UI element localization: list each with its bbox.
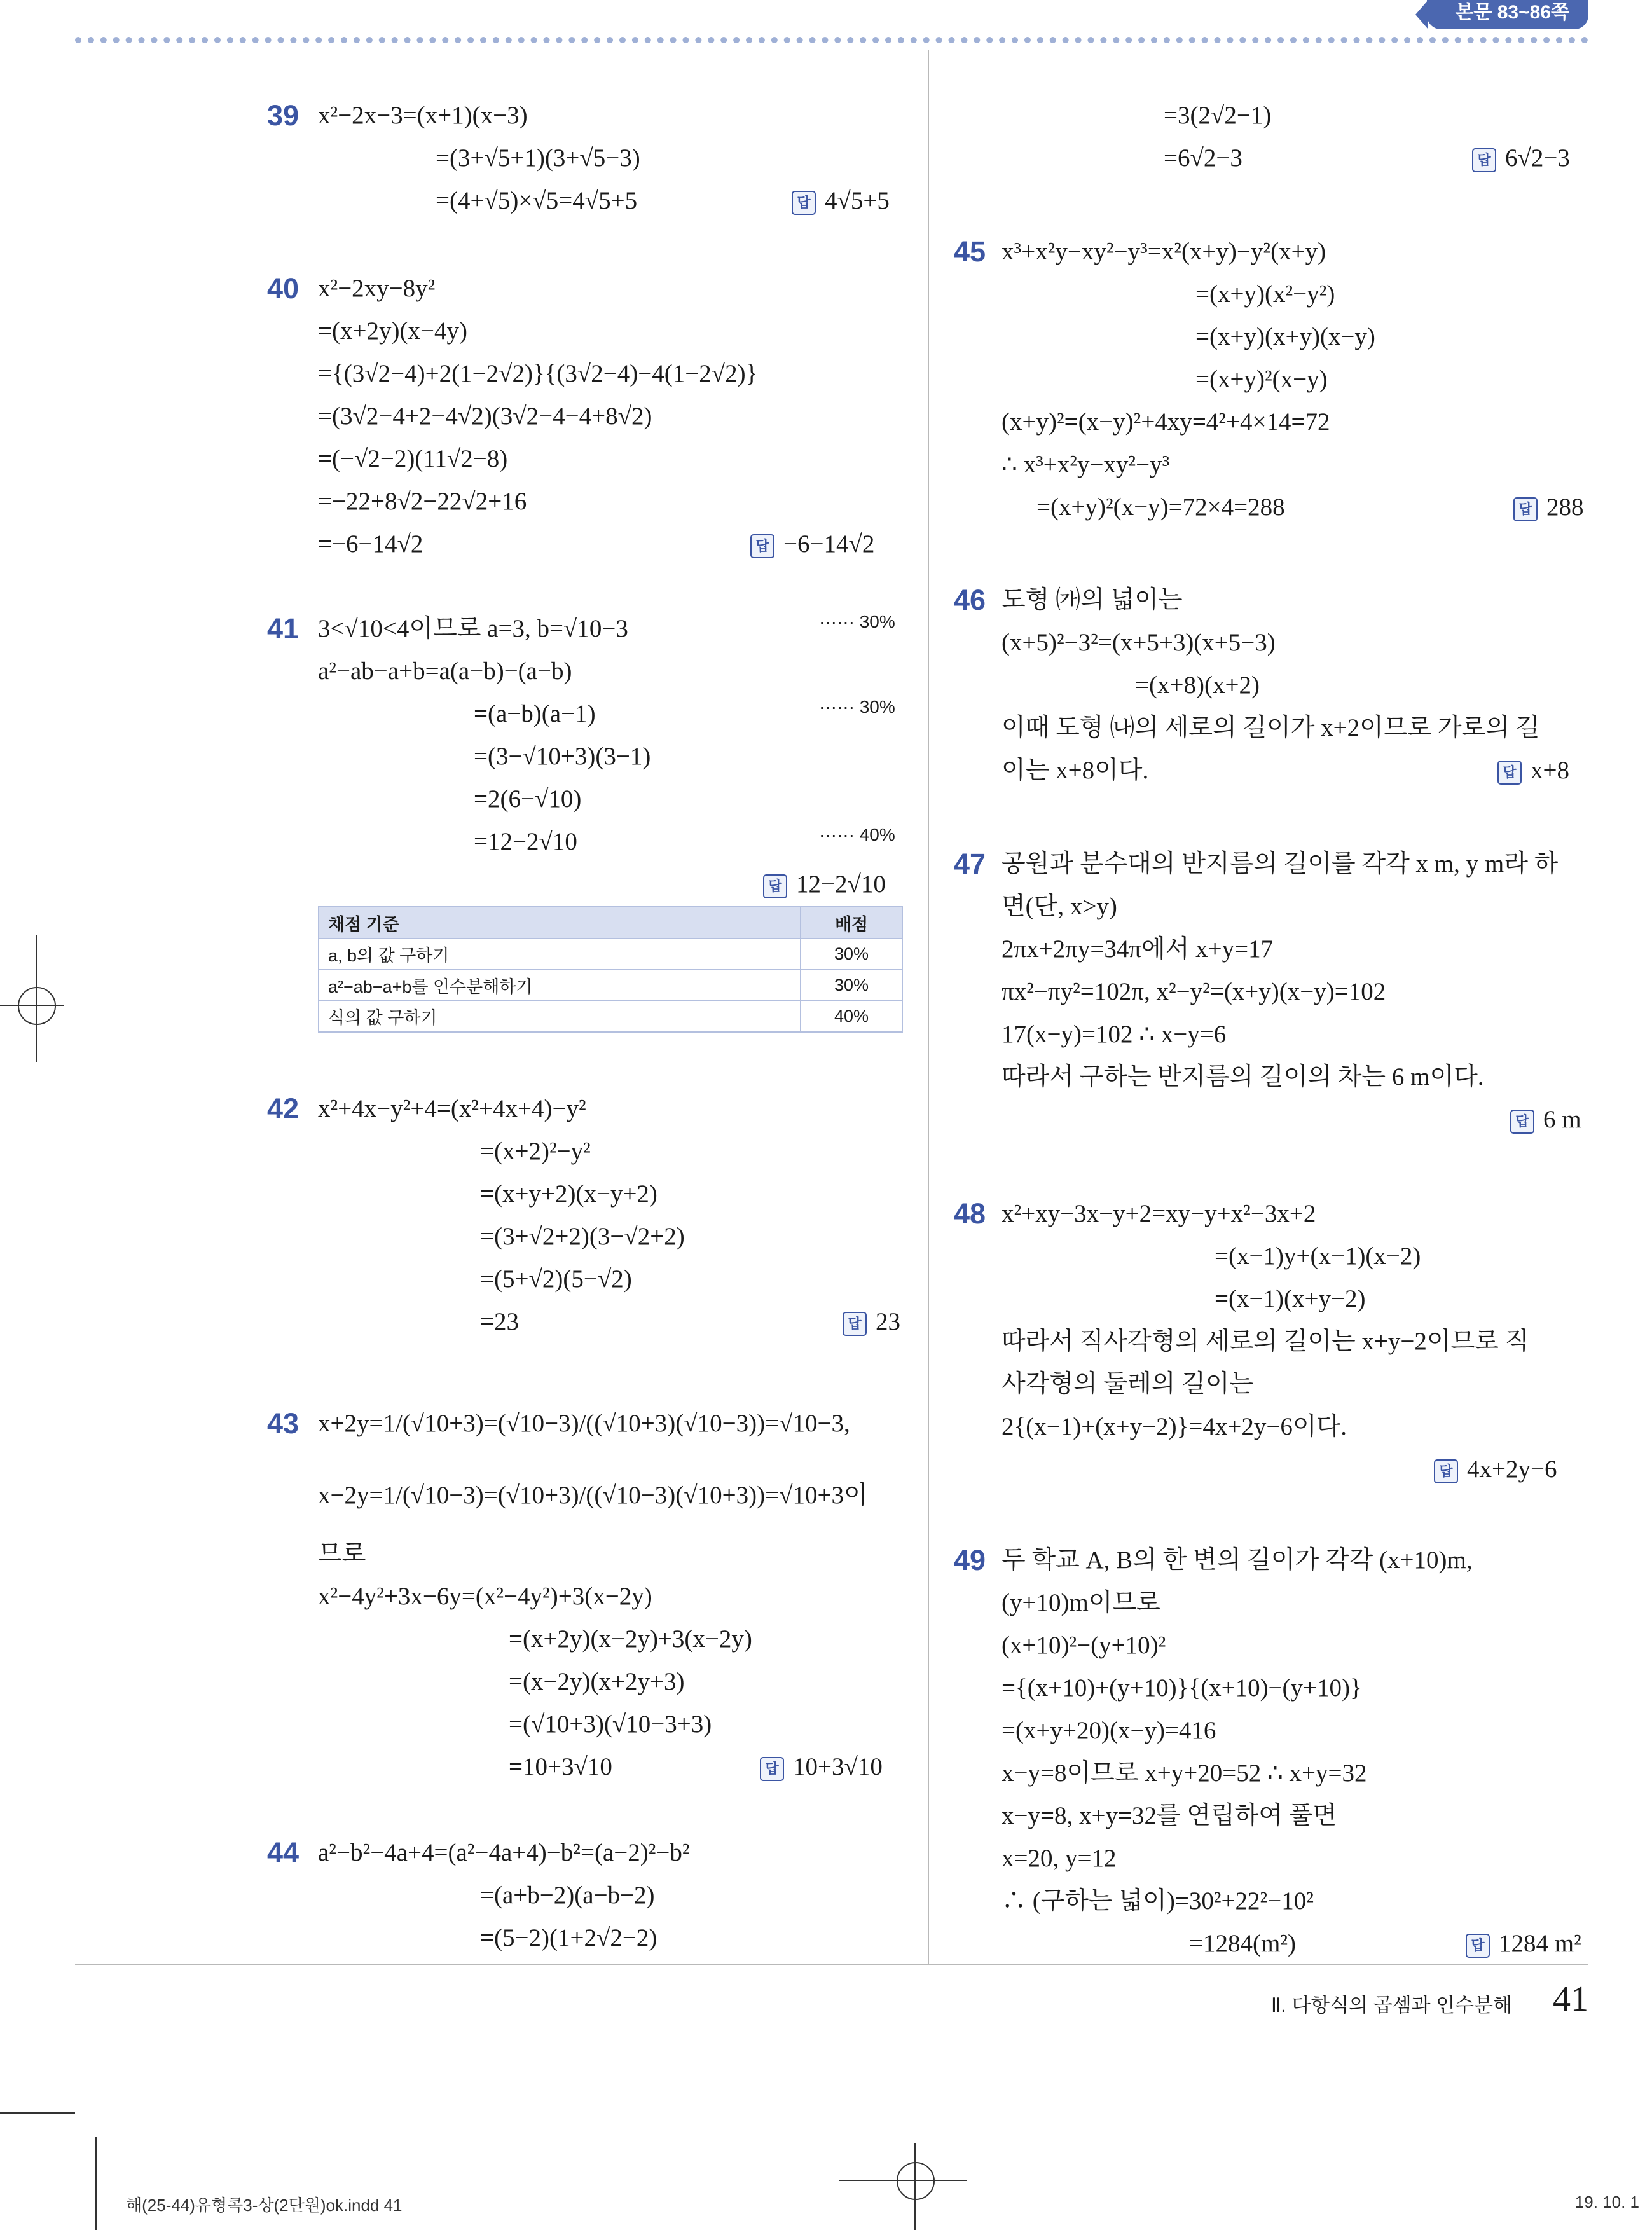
answer-mark-icon: 답 — [1466, 1934, 1490, 1958]
problem-number: 41 — [267, 612, 299, 645]
answer — [760, 1745, 883, 1788]
solution-line: =(−√2−2)(11√2−8) — [318, 445, 508, 472]
problem-number: 47 — [954, 848, 986, 880]
answer-value: 4x+2y−6 — [1467, 1456, 1557, 1483]
solution-line: 공원과 분수대의 반지름의 길이를 각각 x m, y m라 하 — [1002, 850, 1559, 878]
problem-number: 39 — [267, 99, 299, 132]
solution-line: =(a+b−2)(a−b−2) — [480, 1882, 655, 1909]
answer — [763, 863, 886, 905]
solution-line: =10+3√10 — [509, 1753, 612, 1780]
grading-criterion: a²−ab−a+b를 인수분해하기 — [319, 970, 801, 1001]
answer-value: x+8 — [1531, 757, 1569, 784]
grading-header-row — [319, 907, 902, 939]
solution-line: =(x+y)(x²−y²) — [1195, 280, 1335, 308]
page-range-label: 본문 83~86쪽 — [1455, 2, 1569, 23]
answer — [1497, 749, 1569, 792]
solution-line: 므로 — [318, 1540, 366, 1567]
solution-line: x³+x²y−xy²−y³=x²(x+y)−y²(x+y) — [1002, 238, 1326, 265]
problem-number: 45 — [954, 235, 986, 268]
solution-line: =(5−2)(1+2√2−2) — [480, 1924, 657, 1951]
solution-line: =23 — [480, 1308, 519, 1335]
answer-mark-icon: 답 — [792, 191, 816, 215]
solution-line: =−22+8√2−22√2+16 — [318, 488, 527, 515]
table-row — [319, 970, 902, 1001]
page-number: 41 — [1553, 1979, 1588, 2019]
answer-mark-icon: 답 — [1472, 148, 1496, 172]
grading-header-score: 배점 — [801, 907, 902, 939]
solution-line: x²−2xy−8y² — [318, 275, 436, 302]
solution-line: =(3√2−4+2−4√2)(3√2−4−4+8√2) — [318, 403, 652, 430]
solution-line: =(x−1)y+(x−1)(x−2) — [1215, 1242, 1421, 1270]
answer-mark-icon: 답 — [750, 534, 774, 558]
solution-line: 2πx+2πy=34π에서 x+y=17 — [1002, 935, 1274, 963]
solution-line: x²−4y²+3x−6y=(x²−4y²)+3(x−2y) — [318, 1583, 652, 1610]
solution-line: =(x+2y)(x−4y) — [318, 317, 467, 345]
solution-line: 3<√10<4이므로 a=3, b=√10−3 — [318, 615, 628, 642]
answer — [1434, 1448, 1557, 1490]
solution-line: =(3−√10+3)(3−1) — [474, 743, 651, 770]
grading-criterion: a, b의 값 구하기 — [319, 939, 801, 970]
solution-line: ={(x+10)+(y+10)}{(x+10)−(y+10)} — [1002, 1674, 1362, 1702]
solution-line: =(x+2)²−y² — [480, 1138, 591, 1165]
solution-line: 따라서 구하는 반지름의 길이의 차는 6 m이다. — [1002, 1063, 1484, 1091]
solution-line: x−y=8, x+y=32를 연립하여 풀면 — [1002, 1802, 1337, 1829]
answer-value: −6−14√2 — [783, 530, 875, 558]
solution-line: ∴ x³+x²y−xy²−y³ — [1002, 451, 1170, 478]
solution-line: =(x+8)(x+2) — [1135, 671, 1260, 699]
solution-line: =(√10+3)(√10−3+3) — [509, 1710, 712, 1738]
table-row — [319, 939, 902, 970]
table-row — [319, 1001, 902, 1032]
solution-line: ={(3√2−4)+2(1−2√2)}{(3√2−4)−4(1−2√2)} — [318, 360, 758, 387]
solution-line: x²+xy−3x−y+2=xy−y+x²−3x+2 — [1002, 1200, 1316, 1227]
solution-line: x²−2x−3=(x+1)(x−3) — [318, 102, 528, 129]
header-dotted-rule — [75, 37, 1588, 43]
solution-line: =1284(m²) — [1189, 1930, 1296, 1957]
solution-line: =−6−14√2 — [318, 530, 423, 558]
solution-line: =(x−1)(x+y−2) — [1215, 1285, 1366, 1312]
solution-line: 17(x−y)=102 ∴ x−y=6 — [1002, 1021, 1227, 1048]
solution-line: 두 학교 A, B의 한 변의 길이가 각각 (x+10)m, — [1002, 1546, 1473, 1574]
solution-line: x=20, y=12 — [1002, 1845, 1117, 1872]
solution-line: =(3+√2+2)(3−√2+2) — [480, 1223, 685, 1250]
grading-score: 40% — [801, 1001, 902, 1032]
solution-line: =(x+y+20)(x−y)=416 — [1002, 1717, 1216, 1744]
solution-line: (x+y)²=(x−y)²+4xy=4²+4×14=72 — [1002, 408, 1330, 436]
grading-header-criterion: 채점 기준 — [319, 907, 801, 939]
score-note: ······ 40% — [819, 825, 895, 844]
answer-mark-icon: 답 — [1513, 497, 1538, 521]
problem-number: 43 — [267, 1407, 299, 1440]
solution-line: (x+10)²−(y+10)² — [1002, 1632, 1166, 1659]
solution-line: =(5+√2)(5−√2) — [480, 1265, 632, 1293]
solution-line: 면(단, x>y) — [1002, 893, 1117, 920]
answer — [1472, 137, 1570, 179]
answer — [792, 179, 890, 222]
answer-value: 288 — [1546, 493, 1584, 521]
answer-value: 1284 m² — [1499, 1930, 1581, 1957]
solution-line: =(4+√5)×√5=4√5+5 — [436, 187, 638, 214]
column-divider — [928, 50, 929, 1964]
answer-mark-icon: 답 — [1497, 761, 1522, 785]
solution-line: =6√2−3 — [1164, 144, 1242, 172]
solution-line: 따라서 직사각형의 세로의 길이는 x+y−2이므로 직 — [1002, 1328, 1529, 1355]
solution-line: x−y=8이므로 x+y+20=52 ∴ x+y=32 — [1002, 1759, 1367, 1787]
solution-line: 도형 ㈎의 넓이는 — [1002, 586, 1183, 614]
grading-table — [318, 906, 903, 1033]
answer-value: 12−2√10 — [796, 871, 886, 898]
solution-line: (x+5)²−3²=(x+5+3)(x+5−3) — [1002, 629, 1276, 656]
solution-line: a²−ab−a+b=a(a−b)−(a−b) — [318, 657, 572, 685]
chapter-title: Ⅱ. 다항식의 곱셈과 인수분해 — [1270, 1994, 1512, 2016]
imprint-date: 19. 10. 1 — [1574, 2192, 1639, 2212]
solution-line: =2(6−√10) — [474, 785, 582, 813]
solution-line: =(x+y)²(x−y) — [1195, 366, 1328, 393]
solution-line: =(3+√5+1)(3+√5−3) — [436, 144, 640, 172]
solution-line: 사각형의 둘레의 길이는 — [1002, 1370, 1254, 1398]
problem-number: 48 — [954, 1197, 986, 1230]
solution-line: =(x+y+2)(x−y+2) — [480, 1180, 657, 1208]
solution-line: a²−b²−4a+4=(a²−4a+4)−b²=(a−2)²−b² — [318, 1839, 690, 1866]
answer-mark-icon: 답 — [843, 1312, 867, 1336]
problem-number: 44 — [267, 1836, 299, 1869]
problem-number: 42 — [267, 1092, 299, 1125]
solution-line: =(x+y)²(x−y)=72×4=288 — [1036, 493, 1285, 521]
score-note: ······ 30% — [819, 612, 895, 631]
solution-line: =(x+2y)(x−2y)+3(x−2y) — [509, 1625, 752, 1653]
solution-line: 이는 x+8이다. — [1002, 757, 1149, 784]
grading-score: 30% — [801, 970, 902, 1001]
trim-mark — [0, 2112, 75, 2114]
solution-line: x+2y=1/(√10+3)=(√10−3)/((√10+3)(√10−3))=√10−3, — [318, 1410, 850, 1437]
answer — [1466, 1922, 1581, 1965]
solution-line: 2{(x−1)+(x+y−2)}=4x+2y−6이다. — [1002, 1413, 1347, 1440]
footer-rule — [75, 1964, 1588, 1965]
imprint-file: 해(25-44)유형콕3-상(2단원)ok.indd 41 — [126, 2196, 403, 2215]
answer — [843, 1300, 900, 1343]
answer-value: 6 m — [1543, 1106, 1581, 1133]
solution-line: =(x+y)(x+y)(x−y) — [1195, 323, 1375, 350]
problem-number: 40 — [267, 272, 299, 305]
problem-number: 46 — [954, 584, 986, 616]
answer-value: 6√2−3 — [1505, 144, 1570, 172]
answer — [750, 523, 874, 565]
solution-line: 이때 도형 ㈏의 세로의 길이가 x+2이므로 가로의 길 — [1002, 714, 1540, 741]
solution-line: πx²−πy²=102π, x²−y²=(x+y)(x−y)=102 — [1002, 978, 1386, 1005]
grading-score: 30% — [801, 939, 902, 970]
answer-mark-icon: 답 — [763, 874, 787, 898]
solution-line: x−2y=1/(√10−3)=(√10+3)/((√10−3)(√10+3))=√10+3이 — [318, 1482, 868, 1509]
trim-mark — [95, 2137, 97, 2230]
solution-line: (y+10)m이므로 — [1002, 1589, 1160, 1616]
answer-mark-icon: 답 — [1434, 1459, 1458, 1483]
score-note: ······ 30% — [819, 697, 895, 717]
answer-mark-icon: 답 — [760, 1757, 784, 1781]
grading-criterion: 식의 값 구하기 — [319, 1001, 801, 1032]
answer-value: 23 — [876, 1308, 900, 1335]
solution-line: x²+4x−y²+4=(x²+4x+4)−y² — [318, 1095, 586, 1122]
solution-line: =12−2√10 — [474, 828, 577, 855]
solution-line: ∴ (구하는 넓이)=30²+22²−10² — [1002, 1887, 1314, 1915]
solution-line: =3(2√2−1) — [1164, 102, 1272, 129]
answer-value: 4√5+5 — [825, 187, 890, 214]
solution-line: =(x−2y)(x+2y+3) — [509, 1668, 685, 1695]
solution-line: =(a−b)(a−1) — [474, 700, 596, 727]
page-range-tab — [1427, 0, 1588, 29]
answer-value: 10+3√10 — [793, 1753, 883, 1780]
answer-mark-icon: 답 — [1510, 1110, 1534, 1134]
problem-number: 49 — [954, 1544, 986, 1576]
answer — [1510, 1098, 1581, 1141]
answer — [1513, 486, 1584, 528]
